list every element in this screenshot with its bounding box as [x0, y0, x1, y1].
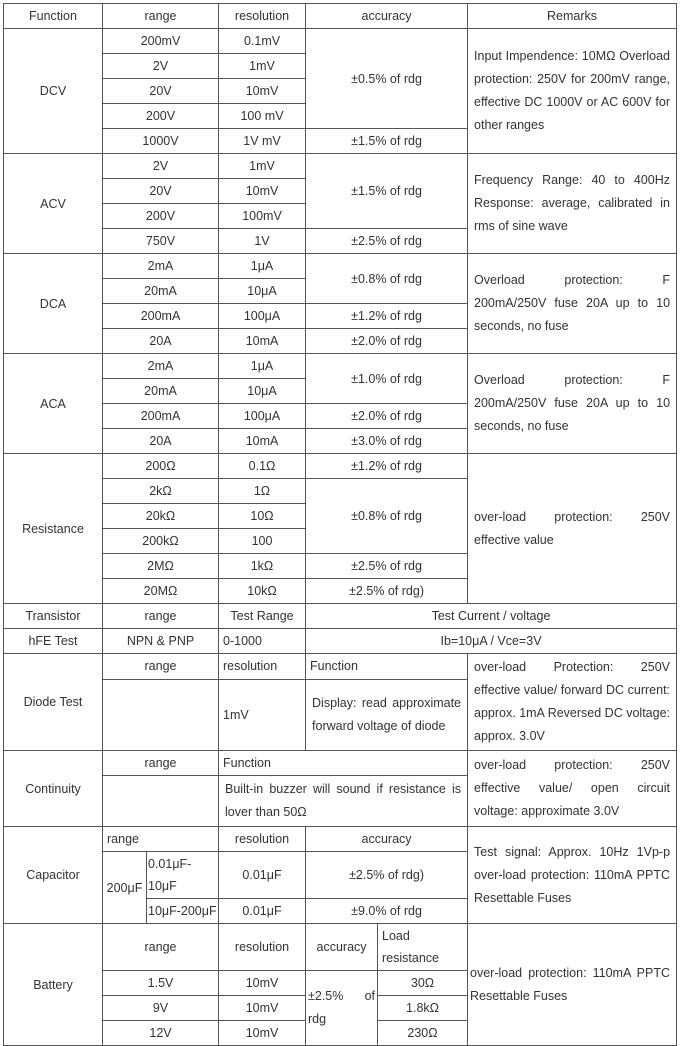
specifications-table [3, 3, 677, 1046]
battery-range-header: range [103, 924, 219, 971]
battery-remarks: over-load protection: 110mA PPTC Resettable Fuses [468, 924, 677, 1046]
dca-accuracy: ±0.8% of rdg [306, 254, 468, 304]
capacitor-header-row [4, 827, 677, 852]
diode-remarks: over-load Protection: 250V effective value/ forward DC current: approx. 1mA Reversed DC voltage: approx. 3.0V [468, 654, 677, 751]
header-resolution: resolution [219, 4, 306, 29]
diode-function: Diode Test [4, 654, 103, 751]
transistor-range: NPN & PNP [103, 629, 219, 654]
dca-resolution: 1μA [219, 254, 306, 279]
capacitor-range-main: 200μF [103, 852, 147, 924]
battery-accuracy-header: accuracy [306, 924, 378, 971]
aca-range: 200mA [103, 404, 219, 429]
transistor-test-range: 0-1000 [219, 629, 306, 654]
capacitor-range-header: range [103, 827, 219, 852]
battery-load: 1.8kΩ [378, 996, 468, 1021]
resistance-resolution: 1kΩ [219, 554, 306, 579]
continuity-function-header: Function [219, 751, 468, 776]
dca-resolution: 10mA [219, 329, 306, 354]
capacitor-function: Capacitor [4, 827, 103, 924]
acv-range: 20V [103, 179, 219, 204]
dca-range: 20A [103, 329, 219, 354]
battery-resolution: 10mV [219, 1021, 306, 1046]
resistance-range: 2MΩ [103, 554, 219, 579]
acv-resolution: 1mV [219, 154, 306, 179]
header-accuracy: accuracy [306, 4, 468, 29]
capacitor-range-sub: 0.01μF-10μF [147, 852, 219, 899]
capacitor-accuracy: ±2.5% of rdg) [306, 852, 468, 899]
transistor-row [4, 629, 677, 654]
continuity-header-row [4, 751, 677, 776]
diode-resolution-header: resolution [219, 654, 306, 680]
capacitor-range-sub: 10μF-200μF [147, 899, 219, 924]
dca-resolution: 100μA [219, 304, 306, 329]
resistance-function: Resistance [4, 454, 103, 604]
dcv-function: DCV [4, 29, 103, 154]
dcv-resolution: 10mV [219, 79, 306, 104]
transistor-header-row [4, 604, 677, 629]
capacitor-resolution: 0.01μF [219, 852, 306, 899]
resistance-remarks: over-load protection: 250V effective value [468, 454, 677, 604]
resistance-range: 20MΩ [103, 579, 219, 604]
battery-range: 1.5V [103, 971, 219, 996]
aca-resolution: 100μA [219, 404, 306, 429]
resistance-resolution: 0.1Ω [219, 454, 306, 479]
header-row [4, 4, 677, 29]
dca-range: 20mA [103, 279, 219, 304]
dca-resolution: 10μA [219, 279, 306, 304]
acv-row [4, 154, 677, 179]
resistance-range: 20kΩ [103, 504, 219, 529]
continuity-function-text: Built-in buzzer will sound if resistance is lover than 50Ω [219, 776, 468, 827]
battery-function: Battery [4, 924, 103, 1046]
dcv-accuracy: ±1.5% of rdg [306, 129, 468, 154]
acv-remarks: Frequency Range: 40 to 400Hz Response: average, calibrated in rms of sine wave [468, 154, 677, 254]
capacitor-accuracy-header: accuracy [306, 827, 468, 852]
battery-load: 30Ω [378, 971, 468, 996]
battery-load: 230Ω [378, 1021, 468, 1046]
dcv-accuracy: ±0.5% of rdg [306, 29, 468, 129]
resistance-accuracy: ±0.8% of rdg [306, 479, 468, 554]
aca-resolution: 10mA [219, 429, 306, 454]
dcv-range: 200V [103, 104, 219, 129]
dca-remarks: Overload protection: F 200mA/250V fuse 20A up to 10 seconds, no fuse [468, 254, 677, 354]
transistor-function-line1: Transistor [4, 604, 103, 629]
aca-accuracy: ±3.0% of rdg [306, 429, 468, 454]
aca-accuracy: ±2.0% of rdg [306, 404, 468, 429]
transistor-function-line2: hFE Test [4, 629, 103, 654]
header-range: range [103, 4, 219, 29]
acv-accuracy: ±1.5% of rdg [306, 154, 468, 229]
resistance-resolution: 100 [219, 529, 306, 554]
resistance-resolution: 1Ω [219, 479, 306, 504]
acv-range: 2V [103, 154, 219, 179]
resistance-accuracy: ±2.5% of rdg) [306, 579, 468, 604]
dca-accuracy: ±2.0% of rdg [306, 329, 468, 354]
acv-resolution: 100mV [219, 204, 306, 229]
dcv-range: 2V [103, 54, 219, 79]
resistance-resolution: 10Ω [219, 504, 306, 529]
dcv-row [4, 29, 677, 54]
diode-resolution: 1mV [219, 679, 306, 750]
transistor-test-range-header: Test Range [219, 604, 306, 629]
diode-range [103, 679, 219, 750]
aca-row [4, 354, 677, 379]
acv-resolution: 1V [219, 229, 306, 254]
acv-resolution: 10mV [219, 179, 306, 204]
dcv-range: 20V [103, 79, 219, 104]
dcv-range: 200mV [103, 29, 219, 54]
aca-range: 2mA [103, 354, 219, 379]
aca-function: ACA [4, 354, 103, 454]
battery-range: 12V [103, 1021, 219, 1046]
aca-accuracy: ±1.0% of rdg [306, 354, 468, 404]
aca-range: 20mA [103, 379, 219, 404]
capacitor-resolution: 0.01μF [219, 899, 306, 924]
battery-header-row [4, 924, 677, 971]
header-function: Function [4, 4, 103, 29]
dcv-resolution: 0.1mV [219, 29, 306, 54]
battery-range: 9V [103, 996, 219, 1021]
dca-range: 200mA [103, 304, 219, 329]
dcv-range: 1000V [103, 129, 219, 154]
header-remarks: Remarks [468, 4, 677, 29]
dca-accuracy: ±1.2% of rdg [306, 304, 468, 329]
diode-function-text: Display: read approximate forward voltage of diode [306, 679, 468, 750]
dca-row [4, 254, 677, 279]
continuity-range-header: range [103, 751, 219, 776]
resistance-resolution: 10kΩ [219, 579, 306, 604]
acv-range: 750V [103, 229, 219, 254]
battery-resolution: 10mV [219, 971, 306, 996]
resistance-row [4, 454, 677, 479]
capacitor-accuracy: ±9.0% of rdg [306, 899, 468, 924]
battery-resolution-header: resolution [219, 924, 306, 971]
dca-range: 2mA [103, 254, 219, 279]
capacitor-remarks: Test signal: Approx. 10Hz 1Vp-p over-load protection: 110mA PPTC Resettable Fuses [468, 827, 677, 924]
resistance-range: 200Ω [103, 454, 219, 479]
transistor-range-header: range [103, 604, 219, 629]
battery-load-header: Load resistance [378, 924, 468, 971]
resistance-accuracy: ±1.2% of rdg [306, 454, 468, 479]
resistance-range: 2kΩ [103, 479, 219, 504]
acv-function: ACV [4, 154, 103, 254]
aca-resolution: 1μA [219, 354, 306, 379]
transistor-test-current-header: Test Current / voltage [306, 604, 677, 629]
transistor-test-current: Ib=10μA / Vce=3V [306, 629, 677, 654]
capacitor-resolution-header: resolution [219, 827, 306, 852]
dca-function: DCA [4, 254, 103, 354]
continuity-range [103, 776, 219, 827]
dcv-resolution: 100 mV [219, 104, 306, 129]
acv-accuracy: ±2.5% of rdg [306, 229, 468, 254]
battery-resolution: 10mV [219, 996, 306, 1021]
dcv-resolution: 1V mV [219, 129, 306, 154]
resistance-accuracy: ±2.5% of rdg [306, 554, 468, 579]
diode-function-header: Function [306, 654, 468, 680]
diode-range-header: range [103, 654, 219, 680]
acv-range: 200V [103, 204, 219, 229]
aca-resolution: 10μA [219, 379, 306, 404]
dcv-remarks: Input Impendence: 10MΩ Overload protection: 250V for 200mV range, effective DC 1000V or AC 600V for other ranges [468, 29, 677, 154]
dcv-resolution: 1mV [219, 54, 306, 79]
resistance-range: 200kΩ [103, 529, 219, 554]
battery-accuracy: ±2.5% of rdg [306, 971, 378, 1046]
continuity-function: Continuity [4, 751, 103, 827]
aca-remarks: Overload protection: F 200mA/250V fuse 20A up to 10 seconds, no fuse [468, 354, 677, 454]
continuity-remarks: over-load protection: 250V effective value/ open circuit voltage: approximate 3.0V [468, 751, 677, 827]
diode-header-row [4, 654, 677, 680]
aca-range: 20A [103, 429, 219, 454]
